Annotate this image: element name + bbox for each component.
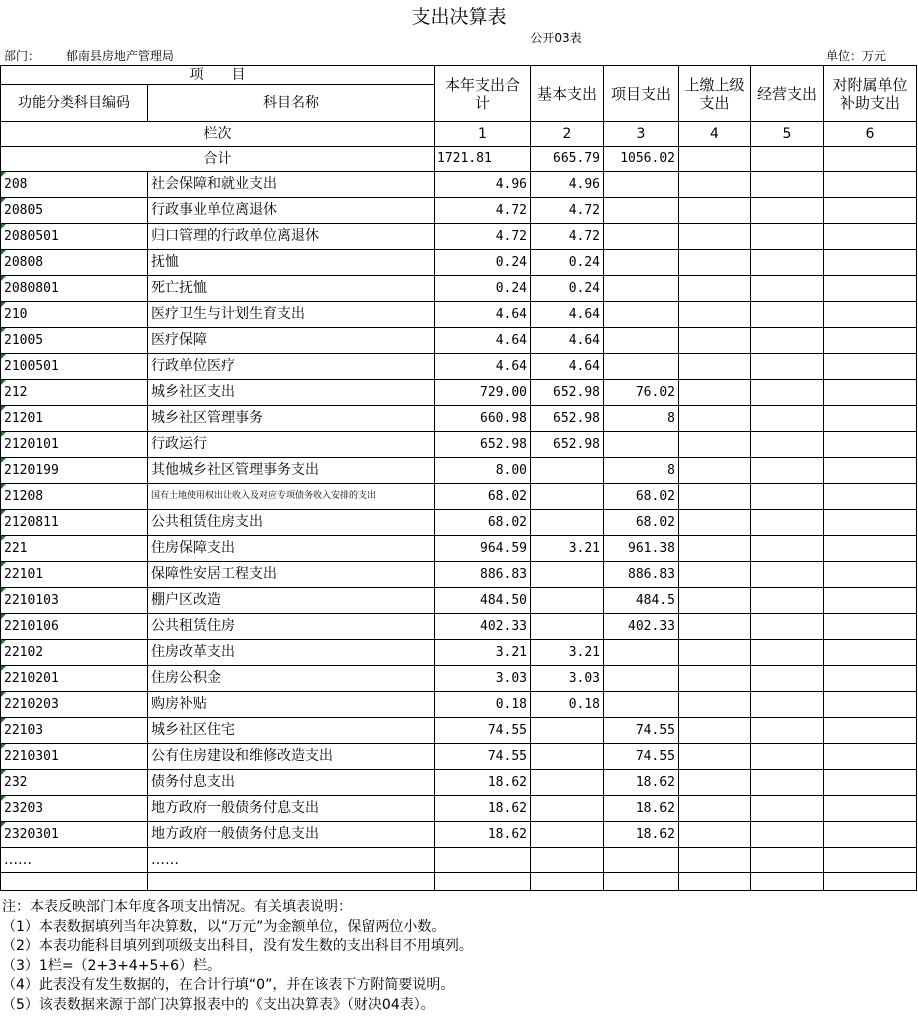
empty-cell	[435, 873, 531, 891]
basic-cell	[531, 744, 604, 770]
upper-cell	[679, 666, 751, 692]
table-row	[1, 406, 917, 432]
table-row	[1, 484, 917, 510]
project-cell: 402.33	[604, 614, 679, 640]
ellipsis-name: ……	[148, 848, 435, 873]
subsidy-cell	[824, 588, 917, 614]
subject-name: 抚恤	[148, 250, 435, 276]
basic-cell	[531, 510, 604, 536]
note-line: 注：本表反映部门本年度各项支出情况。有关填表说明：	[2, 899, 352, 915]
project-cell: 76.02	[604, 380, 679, 406]
table-row	[1, 562, 917, 588]
lanci-num: 4	[679, 122, 751, 147]
lanci-num: 1	[435, 122, 531, 147]
empty-cell	[1, 873, 148, 891]
total-cell: 484.50	[435, 588, 531, 614]
subject-code: 22103	[1, 718, 148, 744]
subject-code: 20808	[1, 250, 148, 276]
table-row	[1, 198, 917, 224]
subject-name: 地方政府一般债务付息支出	[148, 796, 435, 822]
subject-name: 住房公积金	[148, 666, 435, 692]
note-line: （2）本表功能科目填列到项级支出科目，没有发生数的支出科目不用填列。	[2, 938, 473, 954]
unit-label: 单位：万元	[826, 49, 887, 63]
totals-total: 1721.81	[435, 147, 531, 172]
subsidy-cell	[824, 614, 917, 640]
xiangmu-header: 项 目	[1, 66, 435, 85]
totals-basic: 665.79	[531, 147, 604, 172]
subject-code: 2210106	[1, 614, 148, 640]
subject-code: 2210203	[1, 692, 148, 718]
table-row	[1, 692, 917, 718]
business-cell	[751, 354, 824, 380]
empty-cell	[751, 873, 824, 891]
business-cell	[751, 510, 824, 536]
subject-name: 医疗卫生与计划生育支出	[148, 302, 435, 328]
subsidy-cell	[824, 796, 917, 822]
table-row	[1, 432, 917, 458]
totals-project: 1056.02	[604, 147, 679, 172]
table-row	[1, 614, 917, 640]
project-cell: 18.62	[604, 822, 679, 848]
subject-name: 住房改革支出	[148, 640, 435, 666]
basic-cell: 4.72	[531, 198, 604, 224]
project-cell	[604, 172, 679, 198]
business-cell	[751, 536, 824, 562]
total-cell: 68.02	[435, 510, 531, 536]
business-cell	[751, 692, 824, 718]
empty-cell	[679, 848, 751, 873]
project-cell	[604, 302, 679, 328]
subject-code: 2210103	[1, 588, 148, 614]
table-row	[1, 328, 917, 354]
basic-cell: 3.21	[531, 536, 604, 562]
subject-code: 2120199	[1, 458, 148, 484]
project-cell	[604, 328, 679, 354]
project-cell	[604, 432, 679, 458]
total-cell: 74.55	[435, 744, 531, 770]
subsidy-cell	[824, 718, 917, 744]
totals-row	[1, 147, 917, 172]
subsidy-cell	[824, 666, 917, 692]
upper-cell	[679, 328, 751, 354]
total-cell: 18.62	[435, 796, 531, 822]
empty-cell	[148, 873, 435, 891]
empty-cell	[604, 873, 679, 891]
subsidy-cell	[824, 172, 917, 198]
basic-cell	[531, 614, 604, 640]
table-row	[1, 224, 917, 250]
empty-cell	[824, 848, 917, 873]
basic-cell: 4.96	[531, 172, 604, 198]
total-cell: 0.24	[435, 276, 531, 302]
project-cell	[604, 276, 679, 302]
total-cell: 4.64	[435, 354, 531, 380]
subject-code: 21005	[1, 328, 148, 354]
subject-code: 210	[1, 302, 148, 328]
upper-cell	[679, 640, 751, 666]
subsidy-cell	[824, 224, 917, 250]
ellipsis-row	[1, 848, 917, 873]
project-cell: 18.62	[604, 796, 679, 822]
total-cell: 660.98	[435, 406, 531, 432]
total-cell: 652.98	[435, 432, 531, 458]
basic-cell	[531, 588, 604, 614]
business-cell	[751, 822, 824, 848]
subject-code: 2100501	[1, 354, 148, 380]
subject-name: 国有土地使用权出让收入及对应专项债务收入安排的支出	[148, 484, 435, 510]
func-code-header: 功能分类科目编码	[1, 85, 148, 122]
business-cell	[751, 302, 824, 328]
empty-cell	[435, 848, 531, 873]
subsidy-cell	[824, 380, 917, 406]
basic-header: 基本支出	[531, 66, 604, 122]
total-cell: 886.83	[435, 562, 531, 588]
business-cell	[751, 796, 824, 822]
project-cell: 886.83	[604, 562, 679, 588]
total-header: 本年支出合计	[435, 66, 531, 122]
subject-code: 2210301	[1, 744, 148, 770]
empty-cell	[824, 873, 917, 891]
upper-cell	[679, 354, 751, 380]
business-cell	[751, 328, 824, 354]
basic-cell: 0.24	[531, 250, 604, 276]
subject-name-header: 科目名称	[148, 85, 435, 122]
total-cell: 4.96	[435, 172, 531, 198]
subject-code: 2320301	[1, 822, 148, 848]
page-title: 支出决算表	[411, 6, 507, 28]
basic-cell: 4.64	[531, 328, 604, 354]
subject-name: 城乡社区住宅	[148, 718, 435, 744]
project-cell: 18.62	[604, 770, 679, 796]
subsidy-cell	[824, 692, 917, 718]
project-cell	[604, 666, 679, 692]
note-line: （4）此表没有发生数据的，在合计行填“0”，并在该表下方附简要说明。	[2, 977, 455, 993]
upper-cell	[679, 718, 751, 744]
subsidy-cell	[824, 432, 917, 458]
business-header: 经营支出	[751, 66, 824, 122]
business-cell	[751, 484, 824, 510]
subsidy-cell	[824, 744, 917, 770]
basic-cell: 652.98	[531, 432, 604, 458]
note-line: （5）该表数据来源于部门决算报表中的《支出决算表》（财决04表）。	[2, 996, 435, 1013]
subsidy-header: 对附属单位补助支出	[824, 66, 917, 122]
total-cell: 729.00	[435, 380, 531, 406]
table-row	[1, 822, 917, 848]
subject-name: 城乡社区支出	[148, 380, 435, 406]
total-cell: 18.62	[435, 822, 531, 848]
business-cell	[751, 380, 824, 406]
subsidy-cell	[824, 250, 917, 276]
totals-business	[751, 147, 824, 172]
total-cell: 4.64	[435, 328, 531, 354]
lanci-num: 3	[604, 122, 679, 147]
basic-cell	[531, 718, 604, 744]
total-cell: 68.02	[435, 484, 531, 510]
upper-cell	[679, 172, 751, 198]
business-cell	[751, 224, 824, 250]
subject-name: 其他城乡社区管理事务支出	[148, 458, 435, 484]
totals-upper	[679, 147, 751, 172]
subject-name: 棚户区改造	[148, 588, 435, 614]
subject-name: 债务付息支出	[148, 770, 435, 796]
subject-code: 22102	[1, 640, 148, 666]
subject-name: 公共租赁住房	[148, 614, 435, 640]
project-cell	[604, 692, 679, 718]
basic-cell	[531, 484, 604, 510]
upper-cell	[679, 536, 751, 562]
subject-code: 2080801	[1, 276, 148, 302]
subject-code: 232	[1, 770, 148, 796]
upper-cell	[679, 406, 751, 432]
form-number: 公开03表	[530, 31, 582, 45]
empty-cell	[679, 873, 751, 891]
business-cell	[751, 198, 824, 224]
subject-code: 22101	[1, 562, 148, 588]
subsidy-cell	[824, 276, 917, 302]
subsidy-cell	[824, 484, 917, 510]
note-line: （3）1栏=（2+3+4+5+6）栏。	[2, 957, 222, 974]
department-label: 部门：	[4, 49, 41, 63]
table-row	[1, 172, 917, 198]
business-cell	[751, 432, 824, 458]
business-cell	[751, 744, 824, 770]
upper-cell	[679, 692, 751, 718]
business-cell	[751, 276, 824, 302]
subject-name: 城乡社区管理事务	[148, 406, 435, 432]
project-cell	[604, 224, 679, 250]
total-cell: 0.24	[435, 250, 531, 276]
business-cell	[751, 458, 824, 484]
total-cell: 74.55	[435, 718, 531, 744]
basic-cell	[531, 562, 604, 588]
table-row	[1, 796, 917, 822]
subject-code: 221	[1, 536, 148, 562]
subsidy-cell	[824, 354, 917, 380]
subject-name: 行政运行	[148, 432, 435, 458]
subject-code: 20805	[1, 198, 148, 224]
subsidy-cell	[824, 822, 917, 848]
table-row	[1, 458, 917, 484]
basic-cell: 0.24	[531, 276, 604, 302]
subject-code: 2210201	[1, 666, 148, 692]
subject-name: 医疗保障	[148, 328, 435, 354]
basic-cell	[531, 822, 604, 848]
upper-cell	[679, 796, 751, 822]
business-cell	[751, 770, 824, 796]
basic-cell: 0.18	[531, 692, 604, 718]
subject-code: 2080501	[1, 224, 148, 250]
subsidy-cell	[824, 302, 917, 328]
upper-header: 上缴上级支出	[679, 66, 751, 122]
business-cell	[751, 250, 824, 276]
project-cell: 74.55	[604, 718, 679, 744]
subject-name: 社会保障和就业支出	[148, 172, 435, 198]
basic-cell: 4.64	[531, 354, 604, 380]
subject-name: 保障性安居工程支出	[148, 562, 435, 588]
project-cell: 68.02	[604, 510, 679, 536]
subject-name: 行政事业单位离退休	[148, 198, 435, 224]
project-cell: 74.55	[604, 744, 679, 770]
project-cell: 961.38	[604, 536, 679, 562]
subject-name: 公共租赁住房支出	[148, 510, 435, 536]
table-row	[1, 380, 917, 406]
project-cell: 484.5	[604, 588, 679, 614]
project-cell	[604, 354, 679, 380]
project-cell: 8	[604, 458, 679, 484]
subject-name: 购房补贴	[148, 692, 435, 718]
subject-name: 死亡抚恤	[148, 276, 435, 302]
project-cell: 8	[604, 406, 679, 432]
subject-code: 2120101	[1, 432, 148, 458]
empty-cell	[751, 848, 824, 873]
basic-cell: 4.64	[531, 302, 604, 328]
upper-cell	[679, 510, 751, 536]
project-header: 项目支出	[604, 66, 679, 122]
upper-cell	[679, 614, 751, 640]
basic-cell: 3.21	[531, 640, 604, 666]
table-row	[1, 588, 917, 614]
total-cell: 4.72	[435, 224, 531, 250]
table-row	[1, 276, 917, 302]
lanci-row	[1, 122, 917, 147]
notes	[2, 898, 473, 1015]
basic-cell	[531, 770, 604, 796]
lanci-num: 2	[531, 122, 604, 147]
subject-name: 公有住房建设和维修改造支出	[148, 744, 435, 770]
total-cell: 18.62	[435, 770, 531, 796]
empty-cell	[604, 848, 679, 873]
business-cell	[751, 640, 824, 666]
department-line	[4, 48, 174, 64]
project-cell	[604, 640, 679, 666]
totals-subsidy	[824, 147, 917, 172]
total-cell: 4.72	[435, 198, 531, 224]
subject-code: 2120811	[1, 510, 148, 536]
upper-cell	[679, 250, 751, 276]
subsidy-cell	[824, 510, 917, 536]
upper-cell	[679, 744, 751, 770]
basic-cell: 3.03	[531, 666, 604, 692]
upper-cell	[679, 458, 751, 484]
business-cell	[751, 666, 824, 692]
total-cell: 3.03	[435, 666, 531, 692]
subsidy-cell	[824, 562, 917, 588]
subject-code: 212	[1, 380, 148, 406]
expenditure-table	[0, 65, 917, 891]
department-name: 郁南县房地产管理局	[65, 49, 174, 63]
project-cell: 68.02	[604, 484, 679, 510]
total-cell: 8.00	[435, 458, 531, 484]
subject-code: 208	[1, 172, 148, 198]
table-row	[1, 744, 917, 770]
subject-name: 住房保障支出	[148, 536, 435, 562]
lanci-label: 栏次	[1, 122, 435, 147]
business-cell	[751, 562, 824, 588]
upper-cell	[679, 484, 751, 510]
table-row	[1, 770, 917, 796]
upper-cell	[679, 198, 751, 224]
table-row	[1, 510, 917, 536]
subsidy-cell	[824, 640, 917, 666]
basic-cell: 652.98	[531, 380, 604, 406]
note-line: （1）本表数据填列当年决算数，以“万元”为金额单位，保留两位小数。	[2, 918, 446, 935]
upper-cell	[679, 588, 751, 614]
table-row	[1, 536, 917, 562]
header-row-1	[1, 66, 917, 85]
subsidy-cell	[824, 536, 917, 562]
project-cell	[604, 250, 679, 276]
table-row	[1, 302, 917, 328]
basic-cell: 652.98	[531, 406, 604, 432]
table-row	[1, 718, 917, 744]
subsidy-cell	[824, 770, 917, 796]
empty-cell	[531, 848, 604, 873]
total-cell: 402.33	[435, 614, 531, 640]
lanci-num: 5	[751, 122, 824, 147]
upper-cell	[679, 276, 751, 302]
upper-cell	[679, 770, 751, 796]
total-cell: 3.21	[435, 640, 531, 666]
totals-label: 合计	[1, 147, 435, 172]
upper-cell	[679, 562, 751, 588]
subject-code: 21208	[1, 484, 148, 510]
business-cell	[751, 718, 824, 744]
table-row	[1, 640, 917, 666]
basic-cell: 4.72	[531, 224, 604, 250]
subsidy-cell	[824, 328, 917, 354]
subject-code: 23203	[1, 796, 148, 822]
upper-cell	[679, 302, 751, 328]
upper-cell	[679, 432, 751, 458]
total-cell: 964.59	[435, 536, 531, 562]
subject-name: 归口管理的行政单位离退休	[148, 224, 435, 250]
table-row	[1, 354, 917, 380]
blank-row	[1, 873, 917, 891]
project-cell	[604, 198, 679, 224]
upper-cell	[679, 380, 751, 406]
total-cell: 4.64	[435, 302, 531, 328]
upper-cell	[679, 224, 751, 250]
subsidy-cell	[824, 198, 917, 224]
basic-cell	[531, 796, 604, 822]
total-cell: 0.18	[435, 692, 531, 718]
subject-name: 地方政府一般债务付息支出	[148, 822, 435, 848]
business-cell	[751, 614, 824, 640]
subsidy-cell	[824, 458, 917, 484]
business-cell	[751, 406, 824, 432]
business-cell	[751, 172, 824, 198]
ellipsis-code: ……	[1, 848, 148, 873]
upper-cell	[679, 822, 751, 848]
table-row	[1, 250, 917, 276]
empty-cell	[531, 873, 604, 891]
basic-cell	[531, 458, 604, 484]
lanci-num: 6	[824, 122, 917, 147]
subsidy-cell	[824, 406, 917, 432]
business-cell	[751, 588, 824, 614]
subject-name: 行政单位医疗	[148, 354, 435, 380]
subject-code: 21201	[1, 406, 148, 432]
table-row	[1, 666, 917, 692]
